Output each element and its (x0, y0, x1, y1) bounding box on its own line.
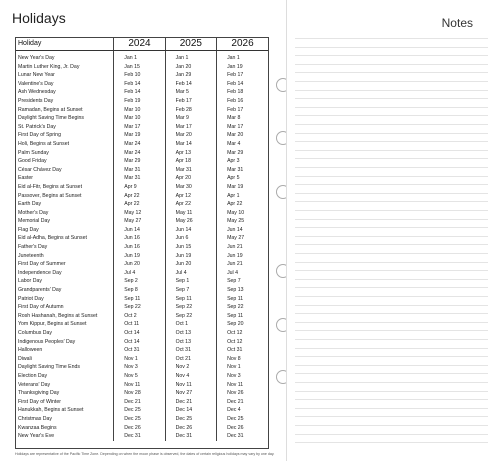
ruled-line (295, 90, 488, 91)
holiday-name: Daylight Saving Time Ends (18, 364, 80, 371)
date-2025: Sep 7 (165, 286, 216, 295)
ruled-line (295, 236, 488, 237)
date-2026: Sep 7 (217, 277, 268, 286)
holiday-name: First Day of Winter (18, 398, 61, 405)
date-2025: May 26 (165, 217, 216, 226)
table-row (15, 200, 268, 209)
date-2025: Mar 20 (165, 131, 216, 140)
date-2025: Jul 4 (165, 269, 216, 278)
date-2024: Dec 26 (114, 424, 165, 433)
ruled-line (295, 81, 488, 82)
date-2024: Feb 10 (114, 71, 165, 80)
date-2025: Nov 2 (165, 363, 216, 372)
ruled-line (295, 227, 488, 228)
date-2025: Sep 1 (165, 277, 216, 286)
holiday-name: Rosh Hashanah, Begins at Sunset (18, 312, 98, 319)
date-2026: May 27 (217, 234, 268, 243)
ruled-line (295, 425, 488, 426)
column-header-2024: 2024 (114, 37, 165, 51)
holiday-name: Eid al-Adha, Begins at Sunset (18, 235, 87, 242)
date-2025: Jan 20 (165, 63, 216, 72)
table-row (15, 131, 268, 140)
ruled-line (295, 115, 488, 116)
table-row (15, 243, 268, 252)
date-2024: Dec 21 (114, 398, 165, 407)
table-row (15, 106, 268, 115)
ruled-line (295, 176, 488, 177)
holiday-name: Independence Day (18, 269, 62, 276)
date-2026: Mar 19 (217, 183, 268, 192)
holiday-name: Earth Day (18, 201, 42, 208)
table-row (15, 97, 268, 106)
holiday-name: First Day of Summer (18, 261, 66, 268)
ruled-line (295, 442, 488, 443)
table-row (15, 88, 268, 97)
table-row (15, 174, 268, 183)
date-2024: Dec 31 (114, 432, 165, 441)
date-2025: Mar 31 (165, 166, 216, 175)
holiday-name: New Year's Day (18, 55, 55, 61)
table-row (15, 363, 268, 372)
date-2024: Apr 9 (114, 183, 165, 192)
date-2025: Sep 22 (165, 312, 216, 321)
table-row (15, 149, 268, 158)
notes-title: Notes (441, 16, 473, 30)
date-2026: Nov 3 (217, 372, 268, 381)
holiday-name: Memorial Day (18, 218, 50, 225)
date-2026: Oct 12 (217, 329, 268, 338)
date-2024: Jan 1 (114, 54, 165, 63)
date-2025: Mar 9 (165, 114, 216, 123)
date-2024: Oct 11 (114, 320, 165, 329)
holiday-name: Daylight Saving Time Begins (18, 115, 85, 122)
ruled-line (295, 133, 488, 134)
date-2024: Apr 22 (114, 200, 165, 209)
ruled-line (295, 167, 488, 168)
date-2024: Jul 4 (114, 269, 165, 278)
date-2025: Apr 12 (165, 192, 216, 201)
date-2026: Sep 20 (217, 320, 268, 329)
date-2025: Oct 31 (165, 346, 216, 355)
date-2024: Sep 22 (114, 303, 165, 312)
table-row (15, 389, 268, 398)
date-2025: Mar 30 (165, 183, 216, 192)
date-2024: Nov 3 (114, 363, 165, 372)
table-row (15, 381, 268, 390)
date-2026: Nov 1 (217, 363, 268, 372)
date-2026: Dec 26 (217, 424, 268, 433)
table-row (15, 123, 268, 132)
holiday-name: Martin Luther King, Jr. Day (18, 63, 80, 70)
date-2026: Jan 1 (217, 54, 268, 63)
table-row (15, 71, 268, 80)
date-2025: Nov 27 (165, 389, 216, 398)
date-2025: Jun 6 (165, 234, 216, 243)
date-2024: Feb 19 (114, 97, 165, 106)
ruled-line (295, 38, 488, 39)
date-2024: Sep 2 (114, 277, 165, 286)
date-2024: Oct 2 (114, 312, 165, 321)
page-title: Holidays (12, 10, 66, 26)
date-2025: Jun 19 (165, 252, 216, 261)
column-header-2026: 2026 (217, 37, 268, 51)
table-row (15, 346, 268, 355)
holiday-name: Labor Day (18, 278, 42, 285)
ruled-line (295, 391, 488, 392)
holiday-table-body (15, 51, 268, 441)
date-2025: Jun 14 (165, 226, 216, 235)
date-2024: Sep 11 (114, 295, 165, 304)
table-row (15, 183, 268, 192)
date-2025: Apr 22 (165, 200, 216, 209)
date-2026: Mar 31 (217, 166, 268, 175)
date-2026: Mar 8 (217, 114, 268, 123)
ruled-line (295, 322, 488, 323)
holiday-name: Passover, Begins at Sunset (18, 192, 82, 199)
holiday-name: Lunar New Year (18, 72, 55, 79)
holiday-name: Father's Day (18, 244, 48, 251)
date-2026: Dec 21 (217, 398, 268, 407)
table-row (15, 166, 268, 175)
ruled-line (295, 47, 488, 48)
date-2024: Nov 1 (114, 355, 165, 364)
date-2024: Dec 25 (114, 406, 165, 415)
table-row (15, 63, 268, 72)
date-2025: Dec 21 (165, 398, 216, 407)
date-2025: Mar 14 (165, 140, 216, 149)
holiday-name: New Year's Eve (18, 433, 55, 440)
ruled-line (295, 416, 488, 417)
table-row (15, 260, 268, 269)
date-2026: Sep 22 (217, 303, 268, 312)
holiday-name: Mother's Day (18, 209, 49, 216)
date-2024: Feb 14 (114, 80, 165, 89)
date-2024: Oct 31 (114, 346, 165, 355)
ruled-line (295, 201, 488, 202)
date-2024: Jun 14 (114, 226, 165, 235)
date-2024: May 12 (114, 209, 165, 218)
date-2024: Mar 31 (114, 174, 165, 183)
column-header-2025: 2025 (165, 37, 216, 51)
ruled-line (295, 408, 488, 409)
table-row (15, 157, 268, 166)
date-2026: Dec 25 (217, 415, 268, 424)
holiday-table (15, 37, 268, 441)
date-2025: Nov 11 (165, 381, 216, 390)
table-row (15, 54, 268, 63)
date-2024: Dec 25 (114, 415, 165, 424)
date-2025: Jan 29 (165, 71, 216, 80)
ruled-line (295, 124, 488, 125)
date-2025: Sep 11 (165, 295, 216, 304)
date-2024: Mar 17 (114, 123, 165, 132)
date-2025: Feb 17 (165, 97, 216, 106)
ruled-line (295, 219, 488, 220)
date-2024: Sep 8 (114, 286, 165, 295)
date-2024: Oct 14 (114, 338, 165, 347)
date-2025: Apr 20 (165, 174, 216, 183)
date-2025: Sep 22 (165, 303, 216, 312)
date-2025: Dec 31 (165, 432, 216, 441)
date-2025: Oct 13 (165, 338, 216, 347)
holiday-name: Eid al-Fitr, Begins at Sunset (18, 183, 83, 190)
date-2026: Feb 16 (217, 97, 268, 106)
date-2025: Jan 1 (165, 54, 216, 63)
ruled-line (295, 253, 488, 254)
ruled-line (295, 313, 488, 314)
holiday-name: Grandparents' Day (18, 287, 62, 294)
date-2025: Apr 13 (165, 149, 216, 158)
date-2024: Mar 10 (114, 114, 165, 123)
date-2026: Feb 17 (217, 71, 268, 80)
holiday-name: Election Day (18, 372, 48, 379)
ruled-line (295, 107, 488, 108)
date-2026: Jun 19 (217, 252, 268, 261)
date-2026: Nov 11 (217, 381, 268, 390)
date-2025: Feb 14 (165, 80, 216, 89)
date-2026: Feb 14 (217, 80, 268, 89)
holiday-name: Thanksgiving Day (18, 390, 60, 397)
table-row (15, 217, 268, 226)
table-row (15, 372, 268, 381)
table-row (15, 269, 268, 278)
date-2025: Dec 25 (165, 415, 216, 424)
table-row (15, 424, 268, 433)
date-2024: Mar 24 (114, 149, 165, 158)
date-2026: Feb 17 (217, 106, 268, 115)
date-2025: Jun 20 (165, 260, 216, 269)
ruled-line (295, 184, 488, 185)
date-2026: Sep 11 (217, 295, 268, 304)
ruled-line (295, 330, 488, 331)
date-2024: Feb 14 (114, 88, 165, 97)
date-2026: Sep 11 (217, 312, 268, 321)
date-2025: Apr 18 (165, 157, 216, 166)
ruled-line (295, 348, 488, 349)
date-2024: Mar 10 (114, 106, 165, 115)
date-2024: Jun 16 (114, 243, 165, 252)
date-2026: Jul 4 (217, 269, 268, 278)
date-2024: Apr 22 (114, 192, 165, 201)
date-2026: Nov 26 (217, 389, 268, 398)
holiday-name: Diwali (18, 355, 32, 362)
holiday-name: Veterans' Day (18, 381, 51, 388)
date-2026: May 25 (217, 217, 268, 226)
date-2025: May 11 (165, 209, 216, 218)
date-2024: Nov 28 (114, 389, 165, 398)
date-2025: Dec 14 (165, 406, 216, 415)
date-2024: Nov 11 (114, 381, 165, 390)
ruled-line (295, 399, 488, 400)
holiday-name: Ash Wednesday (18, 89, 56, 96)
date-2024: Oct 14 (114, 329, 165, 338)
ruled-line (295, 339, 488, 340)
date-2026: Jan 19 (217, 63, 268, 72)
table-row (15, 295, 268, 304)
date-2025: Feb 28 (165, 106, 216, 115)
table-row (15, 286, 268, 295)
holiday-name: Hanukkah, Begins at Sunset (18, 407, 84, 414)
date-2025: Oct 13 (165, 329, 216, 338)
date-2025: Mar 5 (165, 88, 216, 97)
ruled-line (295, 64, 488, 65)
date-2026: May 10 (217, 209, 268, 218)
ruled-line (295, 305, 488, 306)
ruled-line (295, 193, 488, 194)
date-2026: Mar 29 (217, 149, 268, 158)
date-2025: Mar 17 (165, 123, 216, 132)
ruled-line (295, 150, 488, 151)
holiday-name: Valentine's Day (18, 80, 54, 87)
date-2024: Jun 20 (114, 260, 165, 269)
ruled-line (295, 356, 488, 357)
date-2025: Dec 26 (165, 424, 216, 433)
ruled-line (295, 55, 488, 56)
table-row (15, 398, 268, 407)
table-row (15, 209, 268, 218)
date-2026: Mar 17 (217, 123, 268, 132)
ruled-line (295, 270, 488, 271)
column-header-holiday: Holiday (15, 37, 114, 51)
table-row (15, 329, 268, 338)
holiday-name: Juneteenth (18, 252, 44, 259)
table-row (15, 312, 268, 321)
date-2026: Jun 14 (217, 226, 268, 235)
ruled-line (295, 382, 488, 383)
holiday-name: Halloween (18, 347, 43, 354)
date-2024: Mar 31 (114, 166, 165, 175)
table-row (15, 80, 268, 89)
holiday-name: Kwanzaa Begins (18, 424, 57, 431)
table-row (15, 277, 268, 286)
date-2026: Jun 21 (217, 260, 268, 269)
date-2026: Apr 5 (217, 174, 268, 183)
date-2025: Jun 15 (165, 243, 216, 252)
date-2024: Mar 19 (114, 131, 165, 140)
footnote: Holidays are representative of the Pacific Time Zone. Depending on when the moon phase is observed, the dates of certain religious holidays may vary by one day. (15, 452, 275, 456)
holiday-name: Patriot Day (18, 295, 44, 302)
ruled-line (295, 72, 488, 73)
date-2026: Nov 8 (217, 355, 268, 364)
table-row (15, 303, 268, 312)
table-row (15, 140, 268, 149)
notes-page (286, 0, 488, 461)
date-2026: Dec 31 (217, 432, 268, 441)
table-row (15, 338, 268, 347)
holiday-name: Yom Kippur, Begins at Sunset (18, 321, 87, 328)
ruled-line (295, 296, 488, 297)
holiday-name: St. Patrick's Day (18, 123, 56, 130)
ruled-line (295, 98, 488, 99)
table-row (15, 320, 268, 329)
date-2024: Nov 5 (114, 372, 165, 381)
date-2026: Apr 1 (217, 192, 268, 201)
date-2026: Feb 18 (217, 88, 268, 97)
ruled-line (295, 365, 488, 366)
ruled-line (295, 434, 488, 435)
table-row (15, 415, 268, 424)
date-2024: Jan 15 (114, 63, 165, 72)
date-2025: Oct 21 (165, 355, 216, 364)
table-row (15, 192, 268, 201)
date-2026: Apr 3 (217, 157, 268, 166)
table-row (15, 432, 268, 441)
table-row (15, 234, 268, 243)
table-row (15, 252, 268, 261)
holiday-name: Ramadan, Begins at Sunset (18, 106, 83, 113)
holiday-name: César Chávez Day (18, 166, 62, 173)
ruled-line (295, 210, 488, 211)
table-header-row (15, 37, 268, 51)
ruled-line (295, 141, 488, 142)
date-2024: Mar 29 (114, 157, 165, 166)
ruled-line (295, 287, 488, 288)
date-2025: Nov 4 (165, 372, 216, 381)
date-2024: Mar 24 (114, 140, 165, 149)
holiday-name: First Day of Autumn (18, 304, 64, 311)
date-2025: Oct 1 (165, 320, 216, 329)
table-row (15, 226, 268, 235)
holiday-name: Presidents Day (18, 97, 54, 104)
holiday-name: First Day of Spring (18, 132, 61, 139)
holiday-name: Easter (18, 175, 33, 182)
table-row (15, 355, 268, 364)
holiday-name: Indigenous Peoples' Day (18, 338, 76, 345)
date-2026: Mar 20 (217, 131, 268, 140)
date-2026: Jun 21 (217, 243, 268, 252)
holiday-name: Flag Day (18, 226, 39, 233)
ruled-line (295, 279, 488, 280)
holiday-name: Columbus Day (18, 330, 53, 336)
ruled-line (295, 244, 488, 245)
ruled-line (295, 262, 488, 263)
date-2024: Jun 16 (114, 234, 165, 243)
holiday-name: Good Friday (18, 158, 47, 165)
holiday-name: Holi, Begins at Sunset (18, 140, 70, 147)
table-row (15, 406, 268, 415)
holiday-name: Christmas Day (18, 415, 53, 422)
date-2026: Apr 22 (217, 200, 268, 209)
date-2026: Mar 4 (217, 140, 268, 149)
table-row (15, 114, 268, 123)
ruled-line (295, 373, 488, 374)
date-2024: May 27 (114, 217, 165, 226)
date-2026: Oct 12 (217, 338, 268, 347)
holiday-name: Palm Sunday (18, 149, 49, 156)
date-2024: Jun 19 (114, 252, 165, 261)
date-2026: Oct 31 (217, 346, 268, 355)
date-2026: Dec 4 (217, 406, 268, 415)
date-2026: Sep 13 (217, 286, 268, 295)
ruled-line (295, 158, 488, 159)
